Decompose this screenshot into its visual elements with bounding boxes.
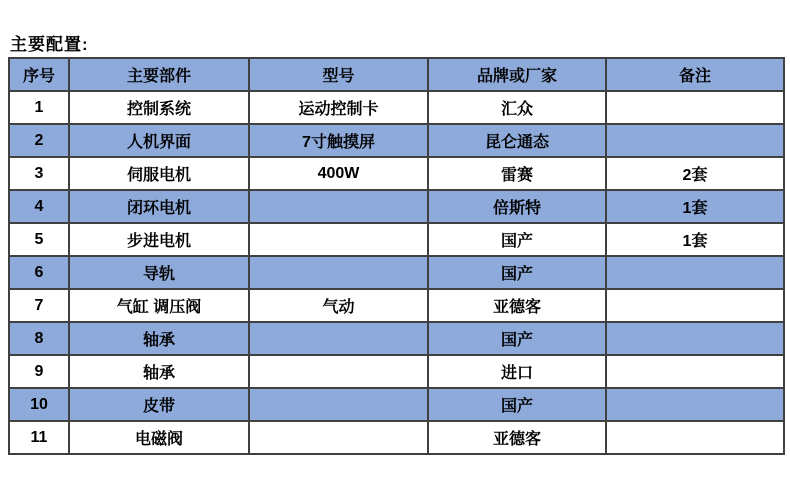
table-cell: 4 [9, 190, 69, 223]
table-cell: 1 [9, 91, 69, 124]
header-cell-part: 主要部件 [69, 58, 249, 91]
table-cell: 国产 [428, 256, 606, 289]
table-cell: 3 [9, 157, 69, 190]
header-cell-index: 序号 [9, 58, 69, 91]
table-row [9, 157, 784, 190]
table-cell: 闭环电机 [69, 190, 249, 223]
table-cell: 国产 [428, 223, 606, 256]
table-cell: 8 [9, 322, 69, 355]
table-cell: 11 [9, 421, 69, 454]
table-cell [606, 256, 784, 289]
table-cell: 气缸 调压阀 [69, 289, 249, 322]
table-cell [606, 355, 784, 388]
table-cell: 人机界面 [69, 124, 249, 157]
table-cell: 国产 [428, 322, 606, 355]
table-cell [249, 223, 428, 256]
header-cell-brand: 品牌或厂家 [428, 58, 606, 91]
table-cell: 国产 [428, 388, 606, 421]
table-row [9, 388, 784, 421]
table-cell: 雷赛 [428, 157, 606, 190]
table-cell: 进口 [428, 355, 606, 388]
table-cell [249, 421, 428, 454]
table-cell: 昆仑通态 [428, 124, 606, 157]
header-cell-model: 型号 [249, 58, 428, 91]
table-row [9, 91, 784, 124]
table-cell [249, 256, 428, 289]
table-cell [249, 190, 428, 223]
table-cell: 气动 [249, 289, 428, 322]
table-cell: 电磁阀 [69, 421, 249, 454]
table-cell: 7 [9, 289, 69, 322]
table-row [9, 256, 784, 289]
table-cell [606, 124, 784, 157]
table-cell: 5 [9, 223, 69, 256]
table-body [9, 91, 784, 454]
table-cell: 2 [9, 124, 69, 157]
table-row [9, 223, 784, 256]
table-row [9, 322, 784, 355]
table-cell: 轴承 [69, 355, 249, 388]
header-cell-remark: 备注 [606, 58, 784, 91]
table-row [9, 124, 784, 157]
table-cell [606, 421, 784, 454]
table-cell: 亚德客 [428, 289, 606, 322]
table-cell: 轴承 [69, 322, 249, 355]
table-cell: 9 [9, 355, 69, 388]
table-row [9, 289, 784, 322]
table-cell: 1套 [606, 190, 784, 223]
table-cell: 亚德客 [428, 421, 606, 454]
table-cell: 2套 [606, 157, 784, 190]
table-row [9, 421, 784, 454]
table-cell: 导轨 [69, 256, 249, 289]
table-cell: 400W [249, 157, 428, 190]
table-cell [249, 322, 428, 355]
table-cell [606, 322, 784, 355]
table-cell [606, 289, 784, 322]
table-cell: 10 [9, 388, 69, 421]
table-cell: 汇众 [428, 91, 606, 124]
table-cell: 伺服电机 [69, 157, 249, 190]
table-cell: 皮带 [69, 388, 249, 421]
table-row [9, 190, 784, 223]
table-row [9, 355, 784, 388]
table-cell [249, 388, 428, 421]
table-cell: 1套 [606, 223, 784, 256]
table-cell: 6 [9, 256, 69, 289]
table-cell: 7寸触摸屏 [249, 124, 428, 157]
table-cell: 倍斯特 [428, 190, 606, 223]
table-cell [606, 388, 784, 421]
table-cell [249, 355, 428, 388]
config-table [8, 57, 785, 455]
table-cell: 步进电机 [69, 223, 249, 256]
page-title: 主要配置: [10, 35, 89, 54]
header-row [9, 58, 784, 91]
table-cell: 控制系统 [69, 91, 249, 124]
table-cell [606, 91, 784, 124]
table-cell: 运动控制卡 [249, 91, 428, 124]
